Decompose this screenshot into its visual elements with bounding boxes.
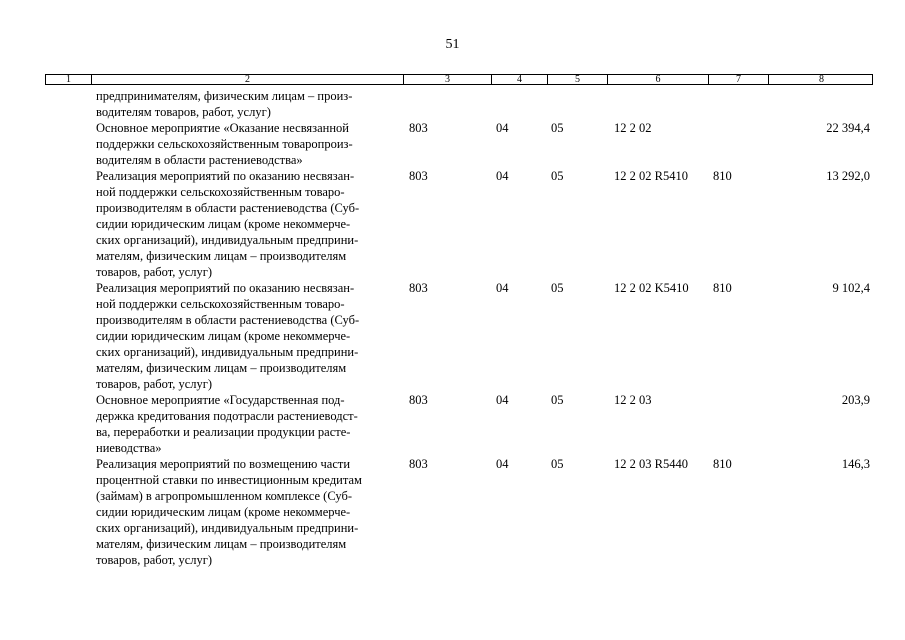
table-row — [0, 456, 905, 568]
cell-ministry-code: 803 — [409, 457, 428, 471]
cell-ministry-code: 803 — [409, 169, 428, 183]
cell-subsection: 05 — [551, 121, 564, 135]
cell-amount: 22 394,4 — [826, 121, 870, 135]
row-description-line: мателям, физическим лицам – производителям — [96, 249, 347, 263]
row-description-line: Основное мероприятие «Оказание несвязанной — [96, 121, 349, 135]
row-description — [96, 392, 396, 456]
row-description-line: мателям, физическим лицам – производителям — [96, 361, 347, 375]
cell-expense-type: 810 — [713, 281, 732, 295]
cell-amount: 146,3 — [841, 457, 870, 471]
header-col-5: 5 — [547, 75, 607, 84]
cell-amount: 203,9 — [841, 393, 870, 407]
cell-section: 04 — [496, 121, 509, 135]
cell-subsection: 05 — [551, 169, 564, 183]
row-description-line: сидии юридическим лицам (кроме некоммерче- — [96, 217, 351, 231]
row-description-line: ниеводства» — [96, 441, 162, 455]
row-description-line: ских организаций), индивидуальным предприни- — [96, 521, 359, 535]
header-col-6: 6 — [607, 75, 708, 84]
cell-subsection: 05 — [551, 457, 564, 471]
header-col-1: 1 — [66, 74, 71, 85]
table-row — [0, 120, 905, 168]
cell-section: 04 — [496, 393, 509, 407]
table-row — [0, 280, 905, 392]
cell-subsection: 05 — [551, 393, 564, 407]
row-description — [96, 280, 396, 392]
table-body — [0, 88, 905, 568]
row-description-line: сидии юридическим лицам (кроме некоммерче- — [96, 329, 351, 343]
cell-target-article: 12 2 02 K5410 — [614, 281, 689, 295]
cell-section: 04 — [496, 169, 509, 183]
row-description-line: ских организаций), индивидуальным предприни- — [96, 345, 359, 359]
header-col-8: 8 — [768, 75, 874, 84]
row-description-line: (займам) в агропромышленном комплексе (Суб- — [96, 489, 352, 503]
table-row — [0, 88, 905, 120]
row-description-line: ва, переработки и реализации продукции расте- — [96, 425, 351, 439]
row-description-line: сидии юридическим лицам (кроме некоммерче- — [96, 505, 351, 519]
row-description-line: поддержки сельскохозяйственным товаропроиз- — [96, 137, 353, 151]
header-col-4: 4 — [491, 75, 547, 84]
row-description-line: товаров, работ, услуг) — [96, 377, 213, 391]
page-number: 51 — [445, 37, 460, 52]
row-description-line: ной поддержки сельскохозяйственным товаро- — [96, 297, 345, 311]
cell-section: 04 — [496, 457, 509, 471]
cell-ministry-code: 803 — [409, 121, 428, 135]
row-description-line: ских организаций), индивидуальным предприни- — [96, 233, 359, 247]
row-description-line: Реализация мероприятий по возмещению части — [96, 457, 351, 471]
cell-section: 04 — [496, 281, 509, 295]
row-description-line: товаров, работ, услуг) — [96, 553, 213, 567]
row-description-line: производителям в области растениеводства (Суб- — [96, 201, 360, 215]
header-col-7: 7 — [708, 75, 768, 84]
row-description-line: товаров, работ, услуг) — [96, 265, 213, 279]
row-description — [96, 168, 396, 280]
cell-target-article: 12 2 03 R5440 — [614, 457, 688, 471]
cell-amount: 13 292,0 — [826, 169, 870, 183]
row-description-line: водителям в области растениеводства» — [96, 153, 303, 167]
header-col-3: 3 — [403, 75, 491, 84]
row-description-line: водителям товаров, работ, услуг) — [96, 105, 271, 119]
table-row — [0, 168, 905, 280]
row-description-line: процентной ставки по инвестиционным кредитам — [96, 473, 362, 487]
cell-target-article: 12 2 03 — [614, 393, 652, 407]
row-description — [96, 456, 396, 568]
cell-amount: 9 102,4 — [832, 281, 870, 295]
cell-target-article: 12 2 02 R5410 — [614, 169, 688, 183]
header-col-2: 2 — [91, 75, 403, 84]
row-description — [96, 88, 396, 120]
row-description-line: мателям, физическим лицам – производителям — [96, 537, 347, 551]
cell-ministry-code: 803 — [409, 393, 428, 407]
row-description-line: ной поддержки сельскохозяйственным товаро- — [96, 185, 345, 199]
cell-subsection: 05 — [551, 281, 564, 295]
row-description-line: Реализация мероприятий по оказанию несвязан- — [96, 169, 355, 183]
row-description-line: держка кредитования подотрасли растениеводст- — [96, 409, 358, 423]
table-header-row — [45, 74, 873, 85]
row-description-line: Основное мероприятие «Государственная под- — [96, 393, 345, 407]
row-description — [96, 120, 396, 168]
cell-expense-type: 810 — [713, 169, 732, 183]
row-description-line: Реализация мероприятий по оказанию несвязан- — [96, 281, 355, 295]
cell-target-article: 12 2 02 — [614, 121, 652, 135]
row-description-line: предпринимателям, физическим лицам – произ- — [96, 89, 353, 103]
cell-ministry-code: 803 — [409, 281, 428, 295]
cell-expense-type: 810 — [713, 457, 732, 471]
table-row — [0, 392, 905, 456]
row-description-line: производителям в области растениеводства (Суб- — [96, 313, 360, 327]
